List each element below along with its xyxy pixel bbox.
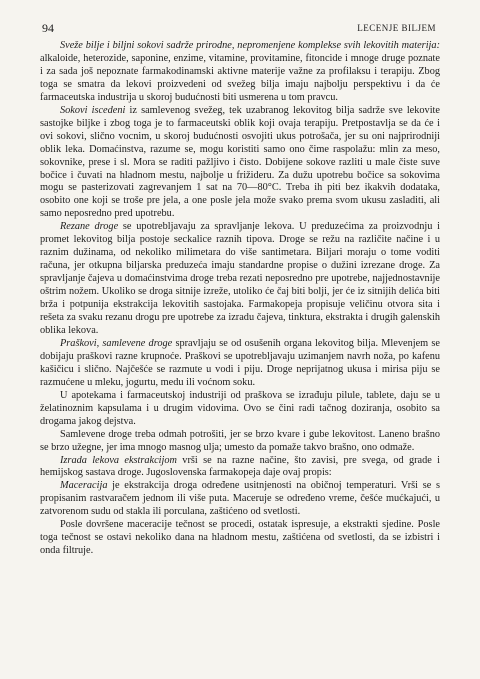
paragraph-text: spravljaju se od osušenih organa lekovitog bilja. Mlevenjem se dobijaju praškovi razne krupnoće. Praškovi se upotrebljavaju uzimanjem navrh noža, po kafenu kašičicu i slično. Najčešće se razmute u vodi i piju. Droge neprijatnog ukusa i mirisa piju se razmućene u mleku, jogurtu, medu ili voćnom soku.	[40, 337, 440, 388]
paragraph-extraction	[40, 455, 440, 481]
page-header	[42, 20, 436, 36]
paragraph-text: U apotekama i farmaceutskoj industriji od praškova se izrađuju pilule, tablete, daju se u želatinoznim kapsulama i u drugim vidovima. Ovo se čini radi tačnog doziranja, osobito sa drogama jakog dejstva.	[40, 389, 440, 427]
body-text	[40, 40, 440, 558]
paragraph-text: je ekstrakcija droga određene usitnjenosti na običnoj temperaturi. Vrši se s propisanim rastvaračem jednom ili više puta. Maceruje se određeno vreme, češće mućkajući, u zatvorenom sudu od stakla ili porculana, zaštićeno od svetlosti.	[40, 480, 440, 518]
paragraph-pharmacies	[40, 390, 440, 429]
paragraph-lead: Sveže bilje i biljni sokovi sadrže prirodne, nepromenjene komplekse svih lekovitih materija:	[60, 40, 440, 51]
paragraph-maceration	[40, 480, 440, 519]
paragraph-cut-drugs	[40, 221, 440, 338]
paragraph-lead: Maceracija	[60, 480, 108, 492]
paragraph-lead: Praškovi, samlevene droge	[60, 337, 173, 349]
paragraph-lead: Sokovi iscedeni	[60, 104, 126, 116]
paragraph-text: iz samlevenog svežeg, tek uzabranog lekovitog bilja sadrže sve lekovite sastojke biljke i zbog toga je to farmaceutski oblik koji ovaja terapiju. Pretpostavlja se da će i ovi sokovi, slično vocnim, u skoroj budućnosti osvojiti ukus potrošača, jer su oni najprirodniji oblik leka. Domaćinstva, razume se, mogu koristiti samo ono čime raspolažu: mlin za meso, sokovnike, prese i sl. Mora se raditi pažljivo i čisto. Dobijene sokove razliti u male čiste suve bočice i čuvati na hladnom mestu, najbolje u frižideru. Za dužu upotrebu bočice sa sokovima mogu se pasterizovati zagrevanjem 1 sat na 70—80°C. Treba ih piti bez ikakvih dodataka, osobito one koji se troše pre jela, a one posle jela može svako prema svom ukusu zasladiti, ali samo neposredno pred upotrebu.	[40, 104, 440, 220]
paragraph-text: se upotrebljavaju za spravljanje lekova. U preduzećima za proizvodnju i promet lekovitog bilja postoje seckalice raznih tipova. Droge se režu na različite načine i u raznim dužinama, od nekoliko milimetara do više santimetara. Biljari moraju o tome voditi računa, jer otkupna biljarska preduzeća imaju standardne propise o dužini izrezane droge. Za spravljanje čajeva u domaćinstvima droge treba rezati neposredno pre upotrebe, najjednostavnije oštrim nožem. Ukoliko se droga sitnije izreže, utoliko će čaj biti bolji, jer će iz sitnijih delića biti brža i potpunija ekstrakcija lekovitih sastojaka. Farmakopeja propisuje veličinu otvora sita i rešeta za svaku rezanu drogu pre upotrebe za izradu čajeva, tinktura, ekstrakta i drugih galenskih oblika lekova.	[40, 221, 441, 336]
paragraph-juices	[40, 105, 440, 222]
paragraph-fresh-herbs	[40, 40, 440, 105]
paragraph-text: alkaloide, heterozide, saponine, enzime, vitamine, provitamine, fitoncide i mnoge druge poznate i za sada još nepoznate farmakodinamski aktivne materije važne za profilaksu i terapiju. Zbog toga se smatra da lekovi proizvedeni od svežeg bilja imaju najbolju perspektivu i da će farmaceutska industrija u skoroj budućnosti biti usmerena u tom pravcu.	[40, 52, 440, 103]
paragraph-text: Posle dovršene maceracije tečnost se procedi, ostatak ispresuje, a ekstrakti sjedine. Posle toga tečnost se ostavi nekoliko dana na hladnom mestu, zaštićena od svetlosti, da se izbistri i onda filtruje.	[40, 519, 440, 557]
paragraph-after-maceration	[40, 519, 440, 558]
paragraph-lead: Rezane droge	[60, 221, 119, 233]
running-head: LECENJE BILJEM	[357, 23, 436, 33]
paragraph-lead: Izrada lekova ekstrakcijom	[60, 454, 177, 466]
page-number: 94	[42, 21, 54, 35]
paragraph-ground-drugs	[40, 429, 440, 455]
paragraph-text: Samlevene droge treba odmah potrošiti, jer se brzo kvare i gube lekovitost. Laneno brašno se brzo užegne, jer ima mnogo masnog ulja; umesto da pomaže takvo brašno, ono odmaže.	[40, 428, 440, 453]
paragraph-powders	[40, 338, 440, 390]
paragraph-text: vrši se na razne načine, što zavisi, pre svega, od grade i hemijskog sastava droge. Jugoslovenska farmakopeja daje ovaj propis:	[40, 454, 440, 479]
